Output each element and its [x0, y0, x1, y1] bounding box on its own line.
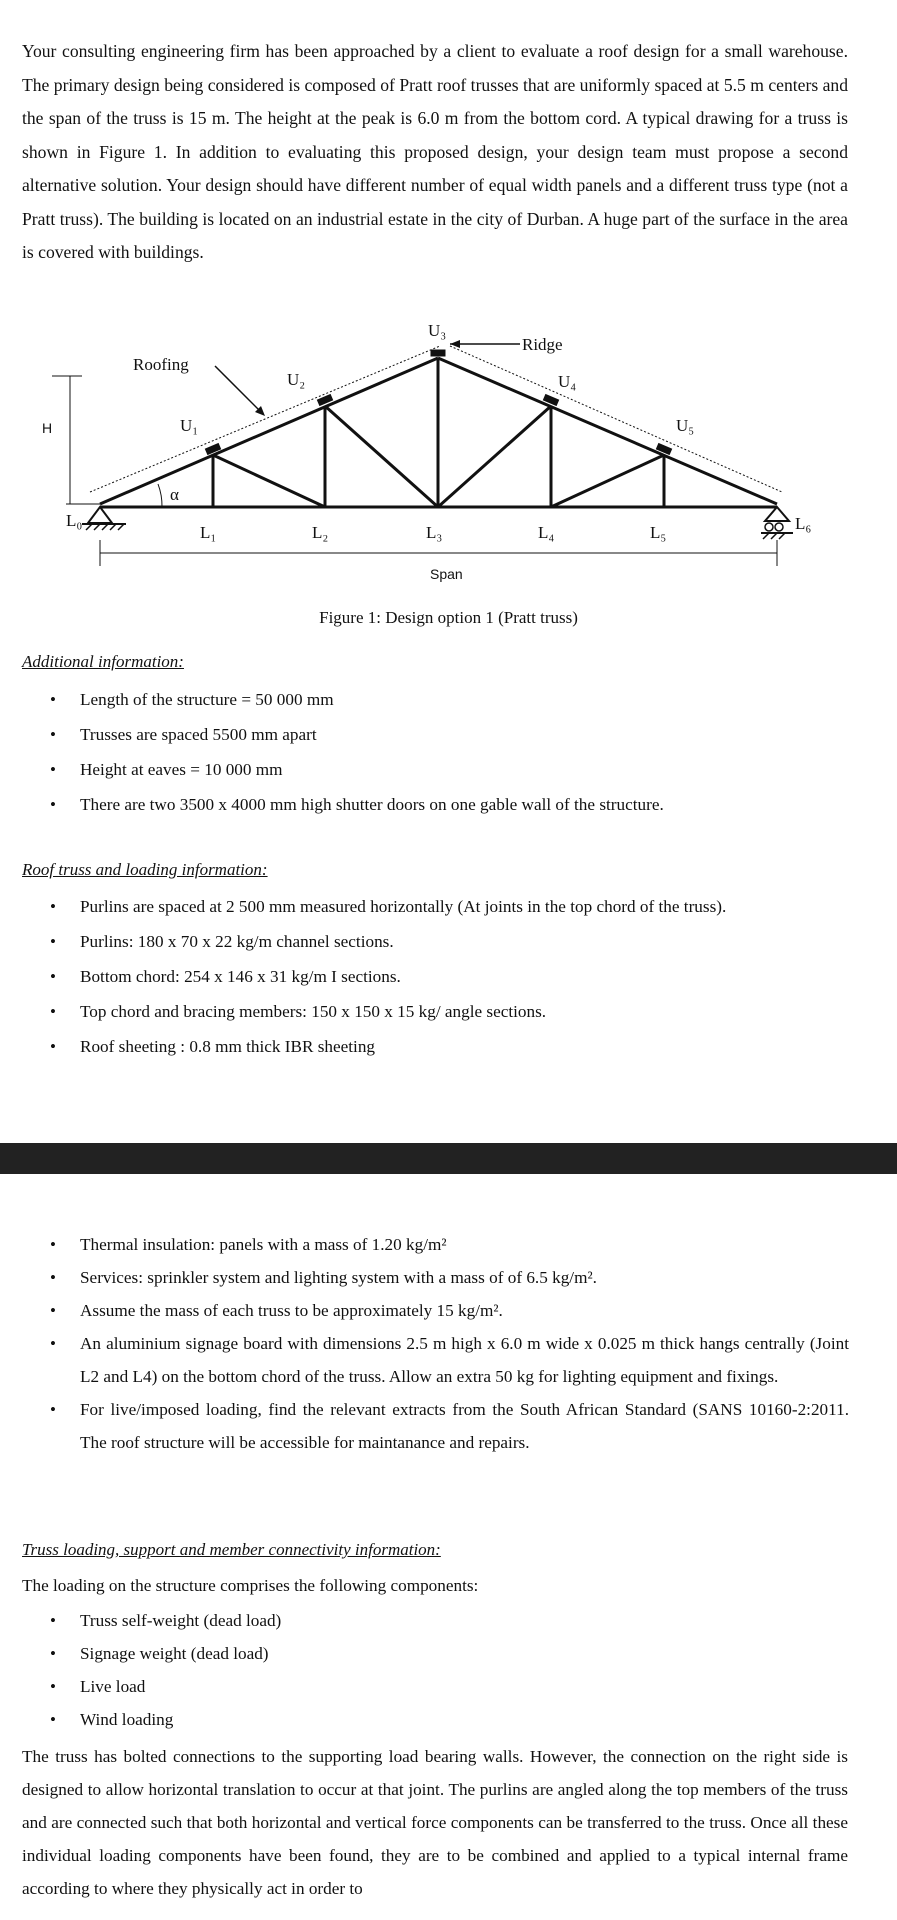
loading-list: [0, 1228, 897, 1459]
list-item: • Roof sheeting : 0.8 mm thick IBR sheeting: [0, 1029, 897, 1064]
list-item: • Thermal insulation: panels with a mass of 1.20 kg/m²: [0, 1228, 897, 1261]
connectivity-heading: Truss loading, support and member connectivity information:: [22, 1540, 441, 1559]
list-item: • Height at eaves = 10 000 mm: [0, 752, 897, 787]
label-l0: L₀: [66, 511, 83, 530]
truss-figure: [30, 308, 850, 608]
label-l2: L₂: [312, 523, 329, 542]
roof-list: [0, 889, 897, 1064]
label-l5: L₅: [650, 523, 667, 542]
label-u1: U₁: [180, 416, 199, 435]
label-h: H: [42, 420, 53, 436]
list-item: • Length of the structure = 50 000 mm: [0, 682, 897, 717]
list-item: • Live load: [0, 1670, 897, 1703]
connectivity-paragraph: The truss has bolted connections to the supporting load bearing walls. However, the connection on the right side is designed to allow horizontal translation to occur at that joint. The purlins are angled along the top members of the truss and are connected such that both horizontal and vertical force components can be transferred to the truss. Once all these individual loading components have been found, they are to be combined and applied to a typical internal frame according to where they physically act in order to: [22, 1747, 848, 1898]
list-item: • Assume the mass of each truss to be approximately 15 kg/m².: [0, 1294, 897, 1327]
label-roofing: Roofing: [133, 355, 189, 374]
pin-support-icon: [88, 507, 112, 523]
label-u3: U₃: [428, 321, 447, 340]
label-u5: U₅: [676, 416, 695, 435]
figure-caption: Figure 1: Design option 1 (Pratt truss): [319, 608, 578, 627]
diagonal-u5-l4: [551, 455, 664, 507]
list-item: • Signage weight (dead load): [0, 1637, 897, 1670]
label-l4: L₄: [538, 523, 555, 542]
list-item: • Truss self-weight (dead load): [0, 1604, 897, 1637]
list-item: • Top chord and bracing members: 150 x 150 x 15 kg/ angle sections.: [0, 994, 897, 1029]
diagonal-u4-l3: [438, 406, 551, 507]
list-item: • Purlins are spaced at 2 500 mm measured horizontally (At joints in the top chord of the truss).: [0, 889, 897, 924]
intro-paragraph: Your consulting engineering firm has been approached by a client to evaluate a roof design for a small warehouse. The primary design being considered is composed of Pratt roof trusses that are uniformly spaced at 5.5 m centers and the span of the truss is 15 m. The height at the peak is 6.0 m from the bottom cord. A typical drawing for a truss is shown in Figure 1. In addition to evaluating this proposed design, your design team must propose a second alternative solution. Your design should have different number of equal width panels and a different truss type (not a Pratt truss). The building is located on an industrial estate in the city of Durban. A huge part of the surface in the area is covered with buildings.: [22, 41, 848, 262]
list-item: • Wind loading: [0, 1703, 897, 1736]
connectivity-list: [0, 1604, 897, 1736]
roofing-line-right: [450, 346, 782, 492]
diagonal-u1-l2: [213, 455, 325, 507]
label-l6: L₆: [795, 514, 812, 533]
additional-heading: Additional information:: [22, 652, 184, 671]
list-item: • Services: sprinkler system and lighting system with a mass of of 6.5 kg/m².: [0, 1261, 897, 1294]
label-l3: L₃: [426, 523, 443, 542]
label-u4: U₄: [558, 372, 577, 391]
roller-support-icon: [765, 507, 789, 521]
diagonal-u2-l3: [325, 406, 438, 507]
page-separator: [0, 1143, 897, 1174]
additional-list: [0, 682, 897, 822]
list-item: • Bottom chord: 254 x 146 x 31 kg/m I sections.: [0, 959, 897, 994]
label-l1: L₁: [200, 523, 217, 542]
label-alpha: α: [170, 485, 179, 504]
roof-heading: Roof truss and loading information:: [22, 860, 268, 879]
list-item: • An aluminium signage board with dimensions 2.5 m high x 6.0 m wide x 0.025 m thick hangs centrally (Joint L2 and L4) on the bottom chord of the truss. Allow an extra 50 kg for lighting equipment and fixings.: [0, 1327, 897, 1393]
list-item: • For live/imposed loading, find the relevant extracts from the South African Standard (SANS 10160-2:2011. The roof structure will be accessible for maintanance and repairs.: [0, 1393, 897, 1459]
list-item: • Trusses are spaced 5500 mm apart: [0, 717, 897, 752]
list-item: • Purlins: 180 x 70 x 22 kg/m channel sections.: [0, 924, 897, 959]
list-item: • There are two 3500 x 4000 mm high shutter doors on one gable wall of the structure.: [0, 787, 897, 822]
label-u2: U₂: [287, 370, 306, 389]
label-span: Span: [430, 566, 463, 582]
connectivity-lead: The loading on the structure comprises the following components:: [22, 1576, 479, 1595]
purlin-u3: [431, 350, 445, 356]
pratt-truss-diagram: [30, 308, 850, 608]
label-ridge: Ridge: [522, 335, 563, 354]
